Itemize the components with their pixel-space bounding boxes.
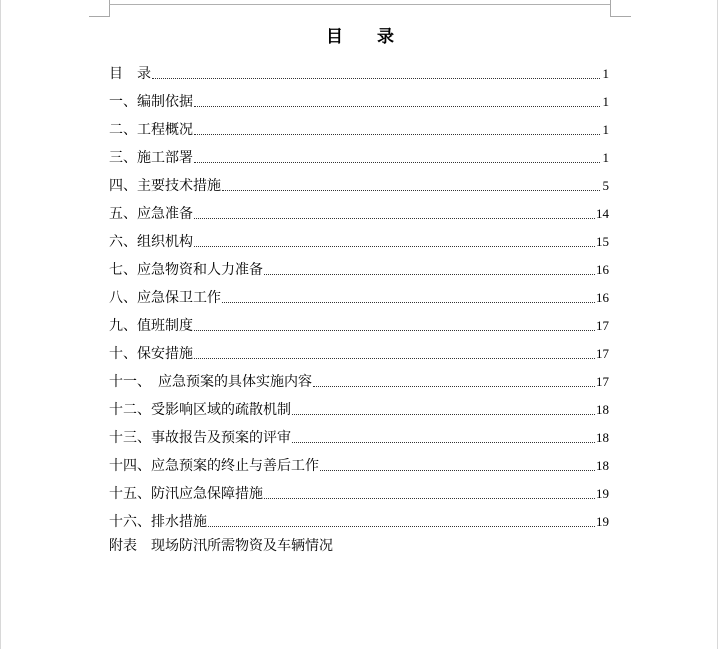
toc-entry-page-number: 19 bbox=[596, 486, 609, 501]
toc-entry-page-number: 16 bbox=[596, 262, 609, 277]
toc-entry[interactable] bbox=[109, 224, 609, 252]
toc-entry[interactable] bbox=[109, 476, 609, 504]
toc-entry-page-number: 15 bbox=[596, 234, 609, 249]
toc-entry-label: 十一、 应急预案的具体实施内容 bbox=[109, 374, 312, 390]
toc-entry-label: 四、主要技术措施 bbox=[109, 178, 221, 194]
toc-entry-page-number: 16 bbox=[596, 290, 609, 305]
toc-dot-leader bbox=[222, 190, 600, 191]
toc-entry-page-number: 17 bbox=[596, 374, 609, 389]
toc-entry[interactable] bbox=[109, 420, 609, 448]
toc-entry-label: 十、保安措施 bbox=[109, 346, 193, 362]
toc-dot-leader bbox=[194, 218, 595, 219]
toc-entry-label: 九、值班制度 bbox=[109, 318, 193, 334]
toc-entry[interactable] bbox=[109, 504, 609, 532]
toc-dot-leader bbox=[194, 330, 595, 331]
toc-dot-leader bbox=[208, 526, 595, 527]
toc-title: 目 录 bbox=[326, 27, 408, 47]
toc-entry-page-number: 1 bbox=[602, 122, 609, 137]
toc-entry-page-number: 1 bbox=[602, 150, 609, 165]
toc-entry-label: 十二、受影响区域的疏散机制 bbox=[109, 402, 291, 418]
toc-dot-leader bbox=[320, 470, 595, 471]
toc-entry-label: 六、组织机构 bbox=[109, 234, 193, 250]
toc-entry-label: 十三、事故报告及预案的评审 bbox=[109, 430, 291, 446]
toc-dot-leader bbox=[152, 78, 600, 79]
toc-dot-leader bbox=[313, 386, 595, 387]
toc-entry-label: 十五、防汛应急保障措施 bbox=[109, 486, 263, 502]
toc-entry-label: 十四、应急预案的终止与善后工作 bbox=[109, 458, 319, 474]
toc-entry-label: 三、施工部署 bbox=[109, 150, 193, 166]
toc-entry[interactable] bbox=[109, 196, 609, 224]
toc-entry-page-number: 17 bbox=[596, 318, 609, 333]
toc-entry-page-number: 5 bbox=[602, 178, 609, 193]
toc-appendix: 附表 现场防汛所需物资及车辆情况 bbox=[109, 538, 333, 554]
toc-entry-label: 五、应急准备 bbox=[109, 206, 193, 222]
toc-entry-label: 二、工程概况 bbox=[109, 122, 193, 138]
toc-entry[interactable] bbox=[109, 140, 609, 168]
toc-entry[interactable] bbox=[109, 364, 609, 392]
page-corner-mark-top-left bbox=[89, 0, 110, 17]
toc-entry-page-number: 18 bbox=[596, 430, 609, 445]
toc-entry-page-number: 17 bbox=[596, 346, 609, 361]
toc-entry-page-number: 1 bbox=[602, 94, 609, 109]
toc-dot-leader bbox=[222, 302, 595, 303]
toc-dot-leader bbox=[264, 274, 595, 275]
toc-entry-label: 七、应急物资和人力准备 bbox=[109, 262, 263, 278]
toc-entry[interactable] bbox=[109, 392, 609, 420]
toc-dot-leader bbox=[194, 106, 600, 107]
toc-entry-page-number: 19 bbox=[596, 514, 609, 529]
toc-entry[interactable] bbox=[109, 336, 609, 364]
toc-entry[interactable] bbox=[109, 280, 609, 308]
toc-entry[interactable] bbox=[109, 448, 609, 476]
toc-entry-page-number: 18 bbox=[596, 402, 609, 417]
toc-dot-leader bbox=[194, 246, 595, 247]
toc-entry[interactable] bbox=[109, 252, 609, 280]
page-header-line bbox=[109, 4, 610, 5]
toc-entry-label: 十六、排水措施 bbox=[109, 514, 207, 530]
toc-entry-label: 目 录 bbox=[109, 66, 151, 82]
toc-entry-page-number: 14 bbox=[596, 206, 609, 221]
toc-entry-page-number: 1 bbox=[602, 66, 609, 81]
toc-dot-leader bbox=[194, 358, 595, 359]
toc-dot-leader bbox=[194, 134, 600, 135]
toc-entry[interactable] bbox=[109, 84, 609, 112]
toc-dot-leader bbox=[292, 442, 595, 443]
toc-entry-page-number: 18 bbox=[596, 458, 609, 473]
toc-entry[interactable] bbox=[109, 308, 609, 336]
toc-entry[interactable] bbox=[109, 112, 609, 140]
toc-list bbox=[109, 56, 609, 532]
toc-dot-leader bbox=[292, 414, 595, 415]
toc-dot-leader bbox=[194, 162, 600, 163]
toc-entry[interactable] bbox=[109, 56, 609, 84]
toc-dot-leader bbox=[264, 498, 595, 499]
toc-entry[interactable] bbox=[109, 168, 609, 196]
toc-entry-label: 八、应急保卫工作 bbox=[109, 290, 221, 306]
toc-entry-label: 一、编制依据 bbox=[109, 94, 193, 110]
page-corner-mark-top-right bbox=[610, 0, 631, 17]
